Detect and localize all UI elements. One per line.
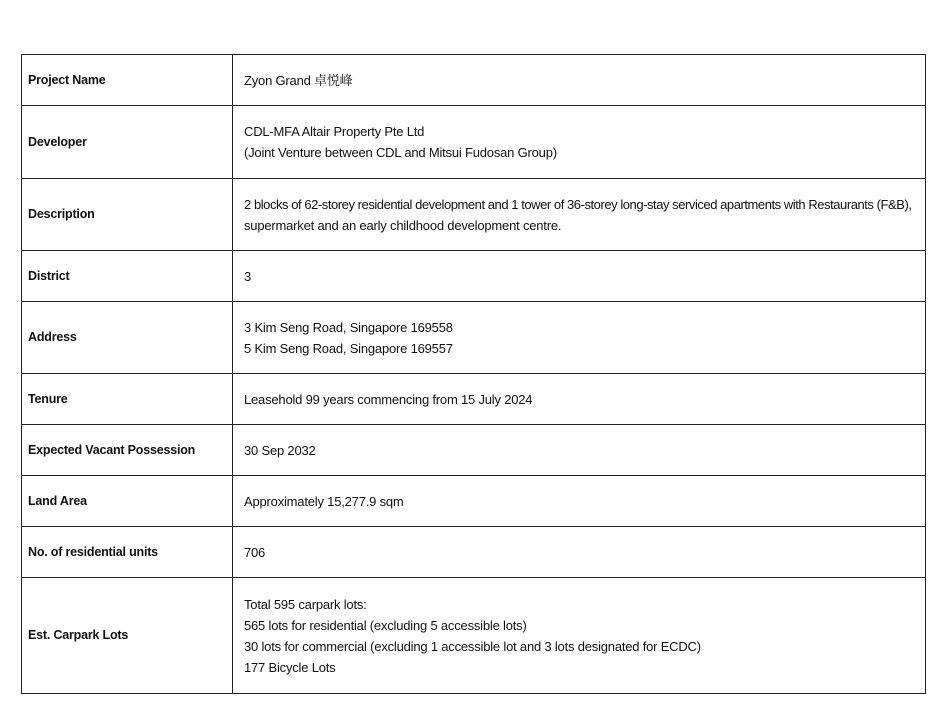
value-line: 30 lots for commercial (excluding 1 accessible lot and 3 lots designated for ECDC) [244,638,701,654]
table-row-carpark-lots [22,578,926,694]
row-label: Tenure [22,374,233,425]
value-line: Zyon Grand 卓悦峰 [244,72,353,88]
row-value [233,425,926,476]
value-line: 177 Bicycle Lots [244,659,336,675]
value-line: Total 595 carpark lots: [244,596,367,612]
table-row-project-name [22,55,926,106]
table-row-developer [22,106,926,179]
value-line: 5 Kim Seng Road, Singapore 169557 [244,340,453,356]
row-value [233,55,926,106]
row-value [233,374,926,425]
row-label: Land Area [22,476,233,527]
value-line: supermarket and an early childhood development centre. [244,217,562,233]
value-line: 3 Kim Seng Road, Singapore 169558 [244,319,453,335]
row-value [233,476,926,527]
row-label: Est. Carpark Lots [22,578,233,694]
row-label: Address [22,302,233,374]
row-value [233,578,926,694]
table-row-district [22,251,926,302]
row-label: No. of residential units [22,527,233,578]
row-label: Expected Vacant Possession [22,425,233,476]
value-line: 565 lots for residential (excluding 5 accessible lots) [244,617,527,633]
table-row-residential-units [22,527,926,578]
value-line: Leasehold 99 years commencing from 15 July 2024 [244,391,533,407]
row-label: Project Name [22,55,233,106]
row-label: District [22,251,233,302]
table-row-land-area [22,476,926,527]
row-value [233,527,926,578]
table-row-address [22,302,926,374]
value-line: 30 Sep 2032 [244,442,316,458]
row-value [233,302,926,374]
value-line: 706 [244,544,266,560]
row-value [233,179,926,251]
table-row-tenure [22,374,926,425]
table-row-description [22,179,926,251]
table-row-vacant-possession [22,425,926,476]
project-facts-table [21,54,926,694]
value-line: CDL-MFA Altair Property Pte Ltd [244,124,425,139]
value-line: 3 [244,268,252,284]
row-value [233,251,926,302]
value-line: Approximately 15,277.9 sqm [244,493,404,509]
value-line: (Joint Venture between CDL and Mitsui Fudosan Group) [244,145,557,160]
row-label: Description [22,179,233,251]
value-line: 2 blocks of 62-storey residential development and 1 tower of 36-storey long-stay serviced apartments with Restaurants (F&B), [244,196,912,212]
row-value [233,106,926,179]
row-label: Developer [22,106,233,179]
